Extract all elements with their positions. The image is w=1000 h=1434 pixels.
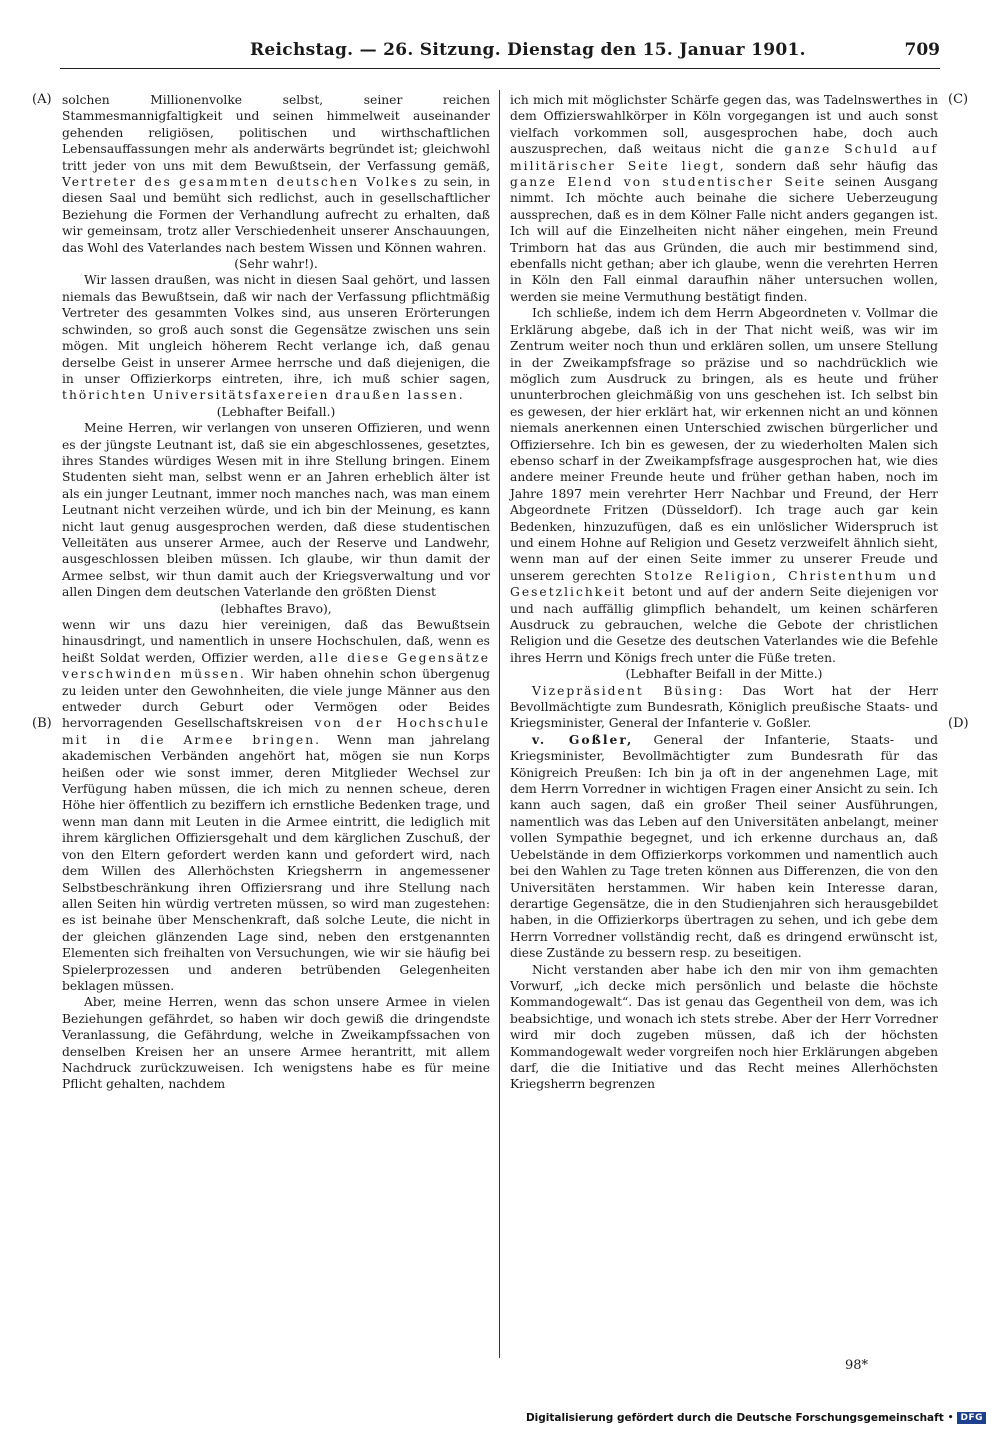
page-header <box>60 40 940 70</box>
interjection: (lebhaftes Bravo), <box>220 601 332 616</box>
interjection: (Sehr wahr!). <box>234 257 318 272</box>
margin-marker-d: (D) <box>948 716 969 731</box>
speaker-name: Vizepräsident Büsing: <box>532 683 725 698</box>
interjection: (Lebhafter Beifall.) <box>216 404 336 419</box>
header-title: Reichstag. — 26. Sitzung. Dienstag den 15. Januar 1901. <box>250 40 806 60</box>
paragraph: wenn wir uns dazu hier vereinigen, daß das Bewußtsein hinausdringt, und namentlich in unsere Hochschulen, daß, wenn es heißt Soldat werden, Offizier werden, alle diese Gegensätze verschwinden müssen. Wir haben ohnehin schon übergenug zu leiden unter den Gewohnheiten, die viele junge Männer aus den entweder durch Geburt oder Vermögen oder Beides hervorragenden Gesellschaftskreisen von der Hochschule mit in die Armee bringen. Wenn man jahrelang akademischen Verbänden angehört hat, mögen sie nun Korps heißen oder wie sonst immer, deren Mitglieder Wechsel zur Verfügung haben müssen, die ich mich zu nennen scheue, deren Höhe hier öffentlich zu beziffern ich ernstliche Bedenken trage, und wenn man dann mit Leuten in die Armee eintritt, die lediglich mit ihrem kärglichen Offiziersgehalt und dem kärglichen Zuschuß, der von den Eltern gefordert werden kann und gefordert wird, nach dem Willen des Allerhöchsten Kriegsherrn in angemessener Selbstbeschränkung ihren Offiziersrang und ihre Stellung nach allen Seiten hin würdig vertreten müssen, so wird man zugestehen: es ist beinahe über Menschenkraft, daß solche Leute, die nicht in der gleichen glänzenden Lage sind, neben den erstgenannten Elementen sich freihalten von Versuchungen, wie wir sie häufig bei Spielerprozessen und anderen betrübenden Gelegenheiten beklagen müssen. <box>62 618 490 993</box>
header-rule <box>60 68 940 69</box>
paragraph: Vizepräsident Büsing: Das Wort hat der Herr Bevollmächtigte zum Bundesrath, Königlich preußische Staats- und Kriegsminister, General der Infanterie v. Goßler. <box>510 683 938 731</box>
speaker-name: v. Goßler, <box>532 731 634 747</box>
left-column <box>62 92 490 1093</box>
margin-marker-b: (B) <box>32 716 52 731</box>
paragraph: Nicht verstanden aber habe ich den mir von ihm gemachten Vorwurf, „ich decke mich persönlich und belaste die höchste Kommandogewalt“. Das ist genau das Gegentheil von dem, was ich beabsichtige, und wonach ich stets strebe. Aber der Herr Vorredner wird mir doch zugeben müssen, daß ich der höchsten Kommandogewalt weder vorgreifen noch hier Erklärungen abgeben darf, die die Initiative und das Recht meines Allerhöchsten Kriegsherrn begrenzen <box>510 962 938 1092</box>
dfg-logo: DFG <box>957 1412 986 1424</box>
column-divider <box>499 90 500 1358</box>
interjection: (Lebhafter Beifall in der Mitte.) <box>625 667 823 682</box>
margin-marker-a: (A) <box>32 92 52 107</box>
paragraph: solchen Millionenvolke selbst, seiner reichen Stammesmannigfaltigkeit und seinen himmelweit auseinander gehenden religiösen, politischen und wirthschaftlichen Lebensauffassungen mehr als anderwärts begründet ist; gleichwohl tritt jeder von uns mit dem Bewußtsein, der Verfassung gemäß, Vertreter des gesammten deutschen Volkes zu sein, in diesen Saal und bemüht sich redlichst, auch in gesellschaftlicher Beziehung die Formen der Verhandlung aufrecht zu erhalten, daß wir gemeinsam, trotz aller Verschiedenheit unserer Anschauungen, das Wohl des Vaterlandes nach bestem Wissen und Können wahren. <box>62 93 490 255</box>
paragraph: Aber, meine Herren, wenn das schon unsere Armee in vielen Beziehungen gefährdet, so haben wir doch gewiß die dringendste Veranlassung, die Gefährdung, welche in Zweikampfssachen von denselben Kreisen her an unsere Armee herantritt, mit allem Nachdruck zurückzuweisen. Ich wenigstens habe es für meine Pflicht gehalten, nachdem <box>62 995 490 1092</box>
right-column <box>510 92 938 1093</box>
paragraph: Meine Herren, wir verlangen von unseren Offizieren, und wenn es der jüngste Leutnant ist, daß sie ein abgeschlossenes, gesetztes, ihres Standes würdiges Wesen mit in ihre Stellung bringen. Einem Studenten sieht man, selbst wenn er an Jahren erheblich älter ist als ein junger Leutnant, immer noch manches nach, was man einem Leutnant nicht verzeihen würde, und ich bin der Meinung, es kann nicht laut genug ausgesprochen werden, daß diese studentischen Velleitäten aus unserer Armee, auch der Reserve und Landwehr, ausgeschlossen bleiben müssen. Ich glaube, wir thun damit der Armee selbst, wir thun damit auch der Kriegsverwaltung und vor allen Dingen dem deutschen Vaterlande den größten Dienst <box>62 421 490 600</box>
signature-mark: 98* <box>845 1358 869 1373</box>
paragraph: Wir lassen draußen, was nicht in diesen Saal gehört, und lassen niemals das Bewußtsein, daß wir nach der Verfassung pflichtmäßig Vertreter des gesammten Volkes sind, aus unseren Erörterungen schwinden, so groß auch sonst die Gegensätze zwischen uns sein mögen. Mit ungleich höherem Recht verlange ich, daß genau derselbe Geist in unserer Armee herrsche und daß diejenigen, die in unser Offizierkorps eintreten, ihre, ich muß schier sagen, thörichten Universitätsfaxereien draußen lassen. <box>62 273 490 403</box>
margin-marker-c: (C) <box>948 92 969 107</box>
page-number: 709 <box>904 40 940 60</box>
paragraph: Ich schließe, indem ich dem Herrn Abgeordneten v. Vollmar die Erklärung abgebe, daß ich in der That nicht weiß, was wir im Zentrum weiter noch thun und erklären sollen, um unsere Stellung in der Zweikampfsfrage so präzise und so nachdrücklich wie möglich zum Ausdruck zu bringen, als es heute und früher ununterbrochen gleichmäßig von uns geschehen ist. Ich selbst bin es gewesen, der hier erklärt hat, wir erkennen nicht an und können niemals anerkennen einen Unterschied zwischen bürgerlicher und Offiziersehre. Ich bin es gewesen, der zu wiederholten Malen sich ebenso scharf in der Zweikampfsfrage ausgesprochen hat, wie dies andere meiner Freunde heute und früher gethan haben, noch im Jahre 1897 mein verehrter Herr Nachbar und Freund, der Herr Abgeordnete Fritzen (Düsseldorf). Ich trage auch gar kein Bedenken, hinzuzufügen, daß es ein unlöslicher Widerspruch ist und einem Hohne auf Religion und Gesetz verzweifelt ähnlich sieht, wenn man auf der einen Seite immer zu unserer Freude und unserem gerechten Stolze Religion, Christenthum und Gesetzlichkeit betont und auf der andern Seite diejenigen vor und nach auffällig glimpflich behandelt, um keinen schärferen Ausdruck zu gebrauchen, welche die Gebote der christlichen Religion und die Gesetze des deutschen Vaterlandes wie die Befehle ihres Herrn und Königs frech unter die Füße treten. <box>510 306 938 665</box>
bullet-icon: • <box>947 1413 954 1423</box>
footer-text: Digitalisierung gefördert durch die Deutsche Forschungsgemeinschaft <box>525 1412 944 1424</box>
paragraph: ich mich mit möglichster Schärfe gegen das, was Tadelnswerthes in dem Offizierswahlkörper in Köln vorgegangen ist und auch sonst vielfach vorkommen soll, ausgesprochen habe, doch auch auszusprechen, daß weitaus nicht die ganze Schuld auf militärischer Seite liegt, sondern daß sehr häufig das ganze Elend von studentischer Seite seinen Ausgang nimmt. Ich möchte auch beinahe die sichere Ueberzeugung aussprechen, daß es in dem Kölner Falle nicht anders gegangen ist. Ich will auf die Einzelheiten nicht näher eingehen, mein Freund Trimborn hat das aus Gründen, die auch mir bestimmend sind, ebenfalls nicht gethan; aber ich glaube, wenn die verehrten Herren in Köln den Fall einmal daraufhin näher untersuchen wollen, werden sie meine Vermuthung bestätigt finden. <box>510 93 938 304</box>
footer <box>526 1412 986 1424</box>
paragraph: v. Goßler, General der Infanterie, Staats- und Kriegsminister, Bevollmächtigter zum Bundesrath für das Königreich Preußen: Ich bin ja oft in der angenehmen Lage, mit dem Herrn Vorredner in wichtigen Fragen einer Ansicht zu sein. Ich kann auch sagen, daß ein großer Theil seiner Ausführungen, namentlich was das Leben auf den Universitäten anbelangt, meiner vollen Sympathie begegnet, und ich erkenne durchaus an, daß Uebelstände in dem Offizierkorps vorkommen und namentlich auch bei den Wahlen zu Tage treten können aus Differenzen, die von den Universitäten herstammen. Wir haben kein Interesse daran, derartige Gegensätze, die in den Studienjahren sich herausgebildet haben, in die Offizierkorps übertragen zu sehen, und ich gebe dem Herrn Vorredner vollständig recht, daß es dringend erwünscht ist, diese Zustände zu bessern resp. zu beseitigen. <box>510 731 938 961</box>
